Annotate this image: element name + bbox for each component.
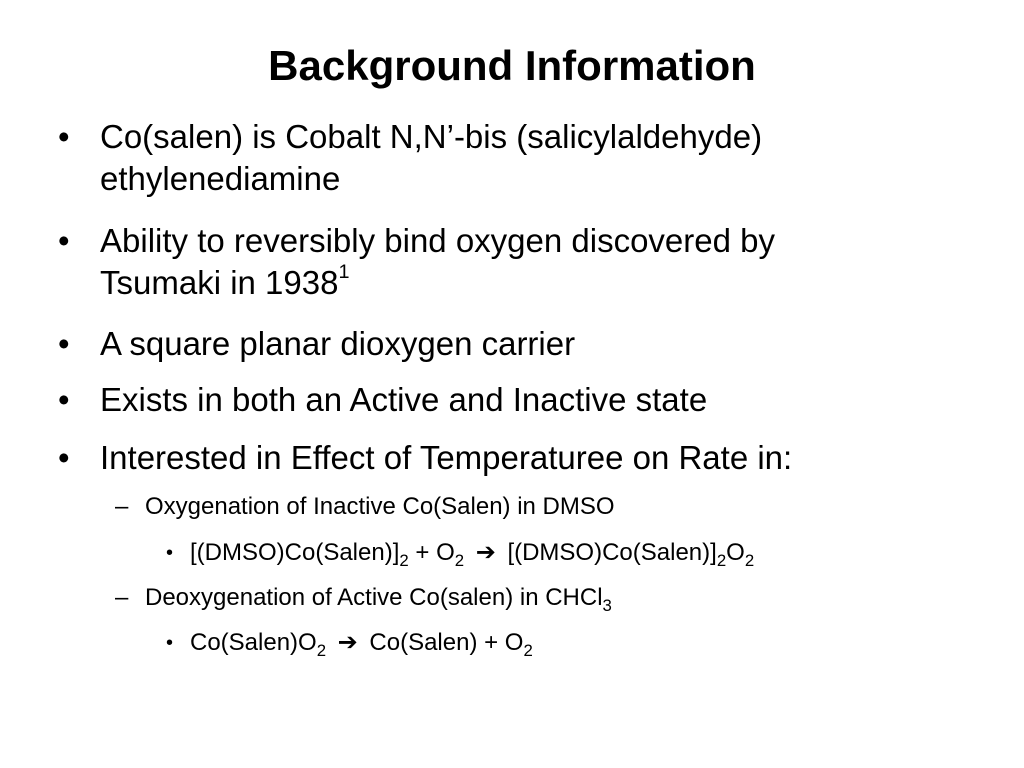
dash-marker: – [115,584,129,611]
bullet-dot: • [58,439,70,476]
equation-product: [(DMSO)Co(Salen)] [507,539,717,566]
bullet-dot: • [166,542,174,564]
bullet-item [58,323,940,365]
bullet-dot: • [58,118,70,155]
bullet-text: Interested in Effect of Temperaturee on Rate in: [100,439,793,476]
equation-item [166,538,970,570]
bullet-text-continued [100,262,940,304]
arrow-right-icon: ➔ [337,629,358,656]
bullet-text: Co(salen) is Cobalt N,N’-bis (salicylaldehyde) [100,118,763,155]
sub-bullet-item [115,583,945,615]
subscript: 2 [316,640,327,660]
subscript: 2 [454,550,465,570]
equation-reactant: [(DMSO)Co(Salen)] [190,539,400,566]
bullet-item [58,437,940,479]
subscript: 2 [399,550,409,570]
bullet-text-continued: ethylenediamine [100,160,341,197]
dash-marker: – [115,493,129,520]
subscript: 2 [716,550,727,570]
bullet-text-part: Tsumaki in 1938 [100,264,339,301]
bullet-item [58,379,940,421]
bullet-text: Ability to reversibly bind oxygen discovered by [100,222,776,259]
sub-bullet-text: Oxygenation of Inactive Co(Salen) in DMSO [145,493,615,520]
equation-product: Co(Salen) + O [369,629,524,656]
slide-title: Background Information [268,42,756,89]
bullet-dot: • [166,632,174,654]
bullet-text: A square planar dioxygen carrier [100,325,576,362]
citation-superscript: 1 [338,261,350,284]
sub-bullet-item [115,492,945,522]
arrow-right-icon: ➔ [475,539,496,566]
subscript: 3 [602,595,612,615]
sub-bullet-text: Deoxygenation of Active Co(salen) in CHCl [145,584,603,611]
bullet-dot: • [58,222,70,259]
bullet-text: Exists in both an Active and Inactive state [100,381,708,418]
equation-item [166,628,970,660]
bullet-dot: • [58,381,70,418]
subscript: 2 [523,640,533,660]
equation-product: O [726,539,745,566]
subscript: 2 [744,550,755,570]
bullet-item [58,116,940,200]
bullet-dot: • [58,325,70,362]
equation-reactant: Co(Salen)O [190,629,317,656]
equation-reactant: + O [408,539,455,566]
bullet-item [58,220,940,304]
